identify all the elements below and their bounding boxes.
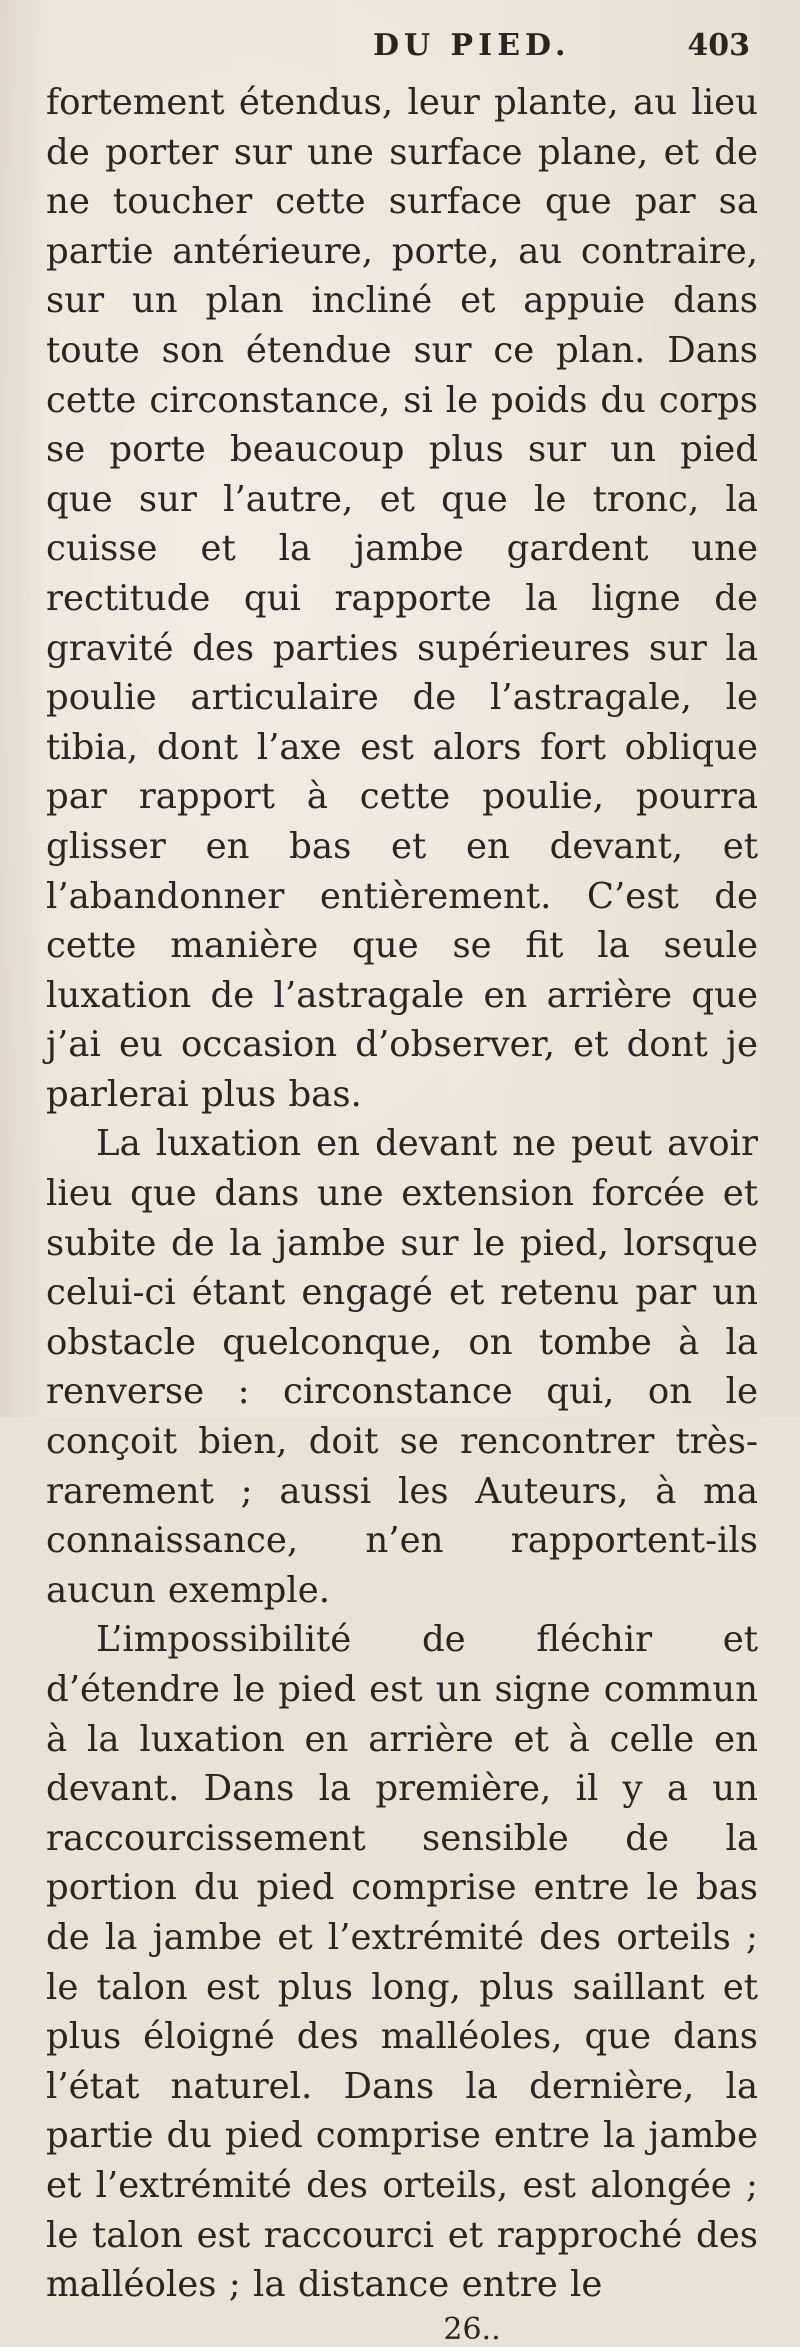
signature-mark: 26.. <box>443 2311 501 2347</box>
running-title: DU PIED. <box>372 28 571 63</box>
body-text <box>46 78 758 2310</box>
page-number: 403 <box>687 28 750 63</box>
paragraph-continuation: fortement étendus, leur plante, au lieu de porter sur une surface plane, et de ne toucher cette surface que par sa partie antérieure, porte, au contraire, sur un plan incliné et appuie dans toute son étendue sur ce plan. Dans cette circonstance, si le poids du corps se porte beaucoup plus sur un pied que sur l’autre, et que le tronc, la cuisse et la jambe gardent une rectitude qui rapporte la ligne de gravité des parties supérieures sur la poulie articulaire de l’astragale, le tibia, dont l’axe est alors fort oblique par rapport à cette poulie, pourra glisser en bas et en devant, et l’abandonner entièrement. C’est de cette manière que se fit la seule luxation de l’astragale en arrière que j’ai eu occasion d’observer, et dont je parlerai plus bas. <box>46 82 758 1115</box>
running-head <box>46 28 758 72</box>
paragraph-luxation-en-devant: La luxation en devant ne peut avoir lieu que dans une extension forcée et subite de la jambe sur le pied, lorsque celui-ci étant engagé et retenu par un obstacle quelconque, on tombe à la renverse : circonstance qui, on le conçoit bien, doit se rencontrer très-rarement ; aussi les Auteurs, à ma connaissance, n’en rapportent-ils aucun exemple. <box>46 1123 758 1611</box>
paragraph-impossibilite: L’impossibilité de fléchir et d’étendre le pied est un signe commun à la luxation en arrière et à celle en devant. Dans la première, il y a un raccourcissement sensible de la portion du pied comprise entre le bas de la jambe et l’extrémité des orteils ; le talon est plus long, plus saillant et plus éloigné des malléoles, que dans l’état naturel. Dans la dernière, la partie du pied comprise entre la jambe et l’extrémité des orteils, est alongée ; le talon est raccourci et rapproché des malléoles ; la distance entre le <box>46 1619 758 2306</box>
